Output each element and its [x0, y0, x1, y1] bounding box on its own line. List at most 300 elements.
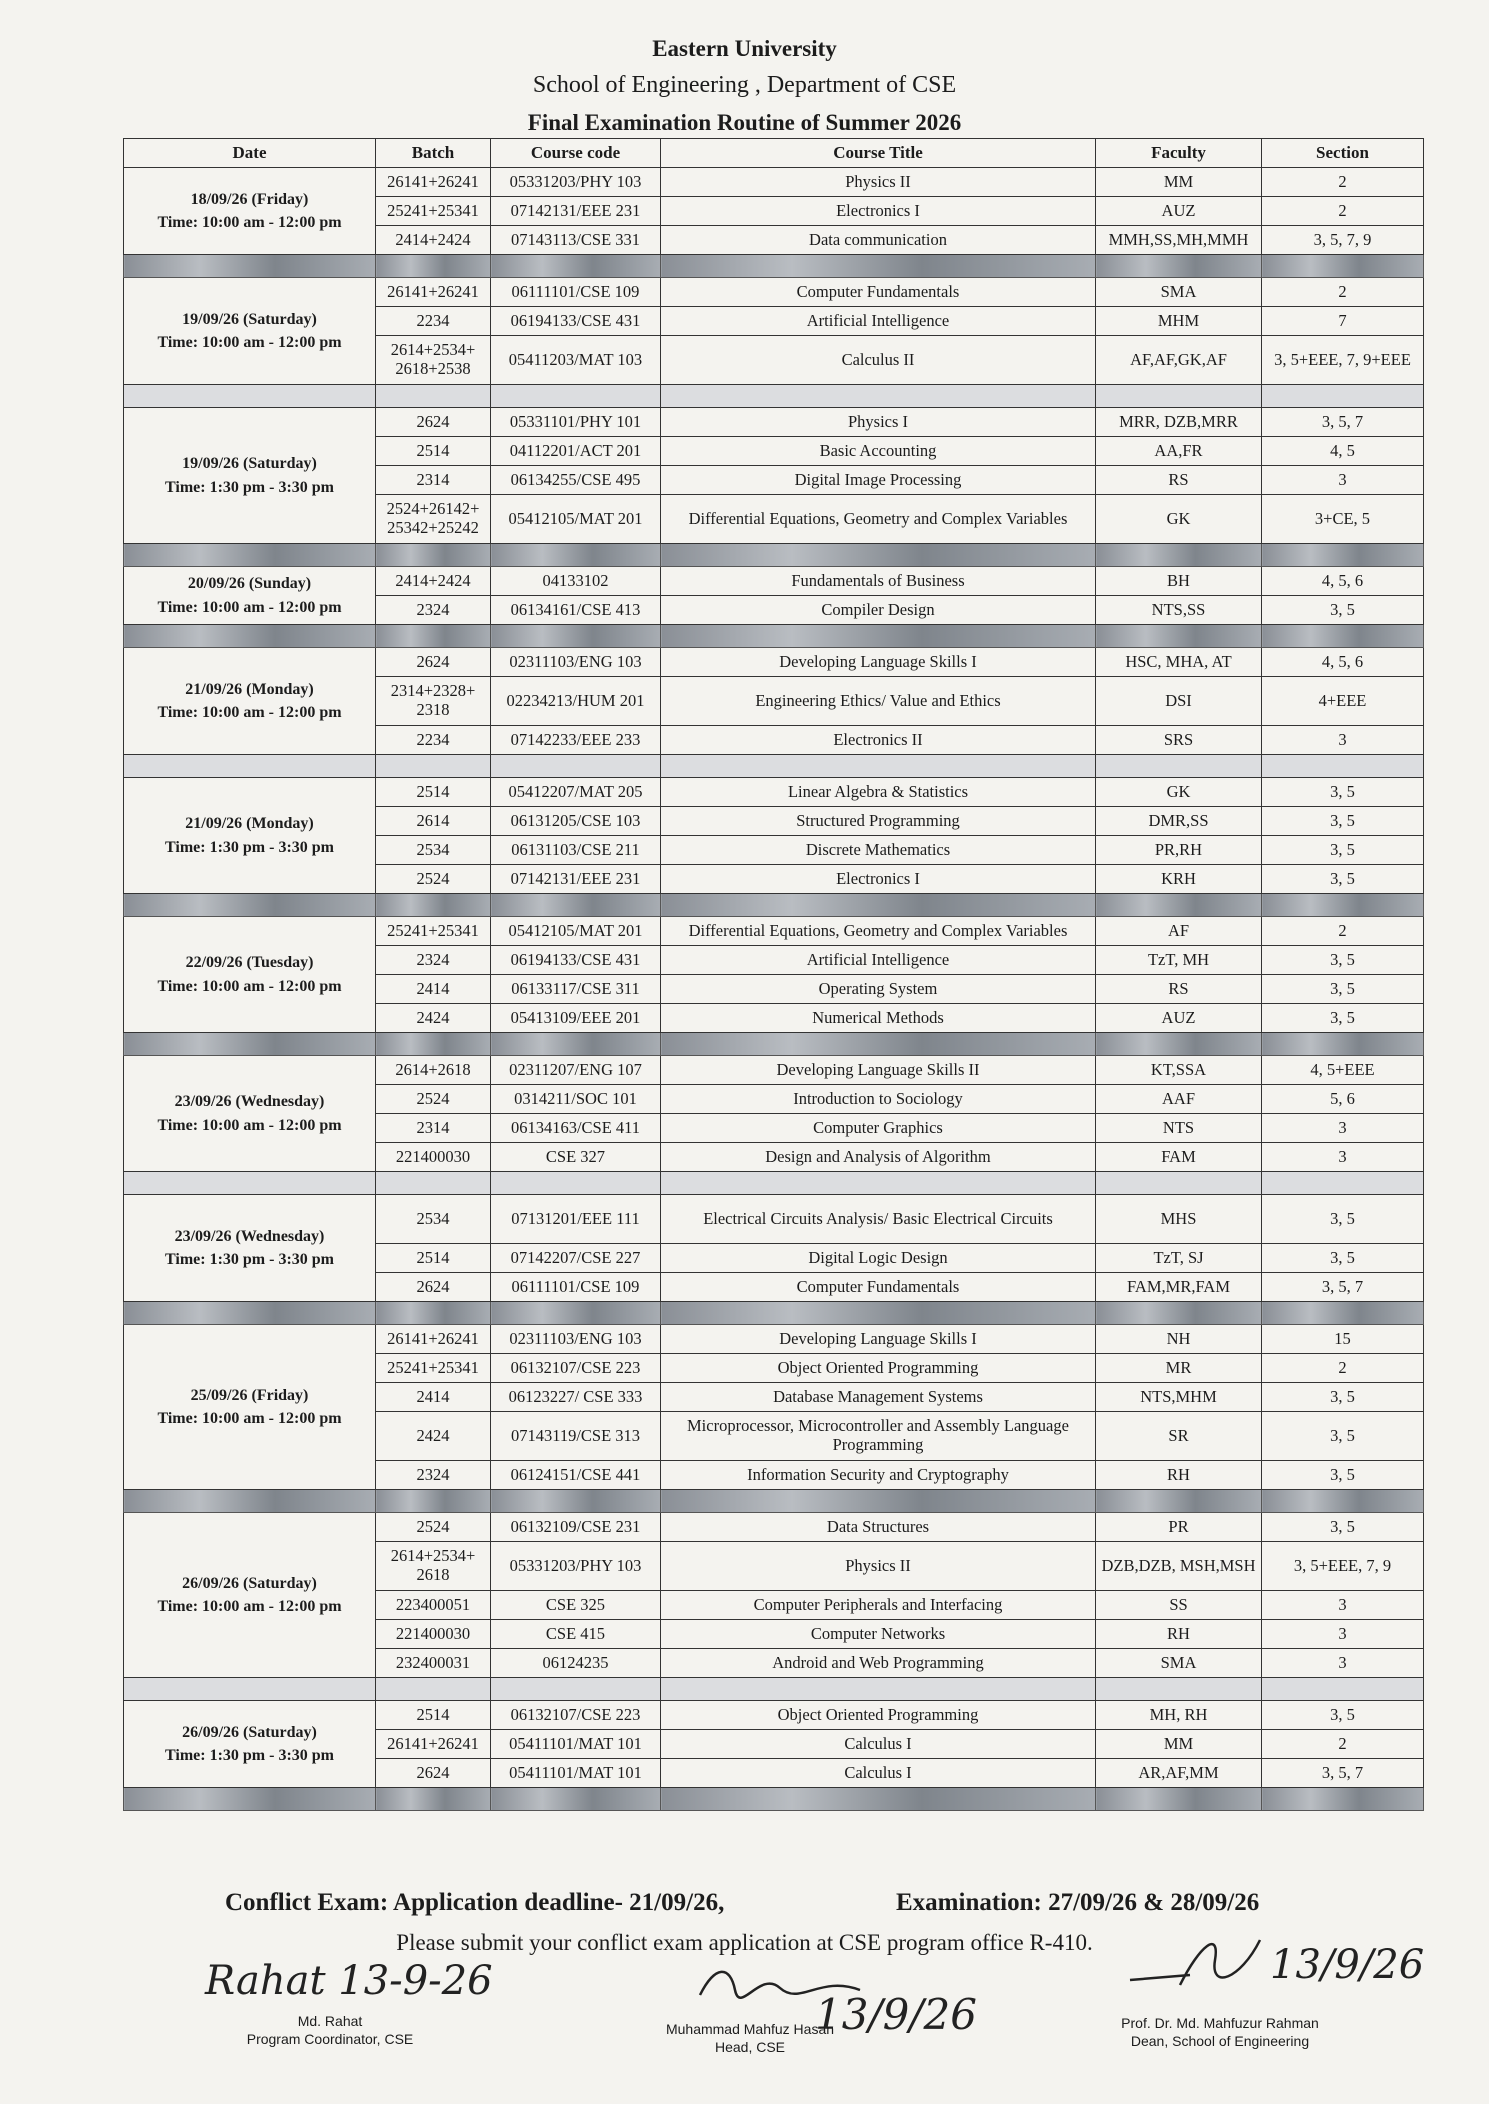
separator-cell [661, 625, 1096, 648]
title-cell: Engineering Ethics/ Value and Ethics [661, 677, 1096, 726]
separator-cell [1262, 1788, 1424, 1811]
batch-cell: 2624 [376, 1273, 491, 1302]
exam-date: 23/09/26 (Wednesday) [174, 1093, 325, 1111]
col-header-batch: Batch [376, 139, 491, 168]
faculty-cell: AUZ [1096, 197, 1262, 226]
exam-date: 20/09/26 (Sunday) [187, 575, 312, 593]
code-cell: 06134161/CSE 413 [491, 596, 661, 625]
separator-cell [124, 1788, 376, 1811]
title-cell: Design and Analysis of Algorithm [661, 1143, 1096, 1172]
separator-cell [124, 385, 376, 408]
code-cell: 02311103/ENG 103 [491, 648, 661, 677]
batch-cell: 2324 [376, 596, 491, 625]
code-cell: 05331203/PHY 103 [491, 1542, 661, 1591]
faculty-cell: RH [1096, 1461, 1262, 1490]
faculty-cell: DZB,DZB, MSH,MSH [1096, 1542, 1262, 1591]
faculty-cell: NTS,SS [1096, 596, 1262, 625]
separator-cell [661, 1302, 1096, 1325]
section-cell: 15 [1262, 1325, 1424, 1354]
separator-cell [1262, 1033, 1424, 1056]
separator-cell [124, 1678, 376, 1701]
faculty-cell: RS [1096, 466, 1262, 495]
col-header-faculty: Faculty [1096, 139, 1262, 168]
batch-cell: 25241+25341 [376, 1354, 491, 1383]
faculty-cell: AF,AF,GK,AF [1096, 336, 1262, 385]
faculty-cell: AAF [1096, 1085, 1262, 1114]
code-cell: 05331203/PHY 103 [491, 168, 661, 197]
table-row [124, 917, 1424, 946]
batch-cell: 2624 [376, 408, 491, 437]
separator-cell [1262, 625, 1424, 648]
code-cell: 02311103/ENG 103 [491, 1325, 661, 1354]
exam-date-cell [124, 1056, 376, 1172]
code-cell: 06131205/CSE 103 [491, 807, 661, 836]
school-department: School of Engineering , Department of CSE [532, 72, 957, 98]
exam-time: Time: 1:30 pm - 3:30 pm [164, 1747, 335, 1764]
batch-cell: 223400051 [376, 1591, 491, 1620]
batch-cell: 2524 [376, 865, 491, 894]
faculty-cell: MHM [1096, 307, 1262, 336]
faculty-cell: NTS [1096, 1114, 1262, 1143]
faculty-cell: TzT, MH [1096, 946, 1262, 975]
exam-date-cell [124, 1195, 376, 1302]
title-cell: Differential Equations, Geometry and Complex Variables [661, 495, 1096, 544]
title-cell: Differential Equations, Geometry and Complex Variables [661, 917, 1096, 946]
title-cell: Computer Graphics [661, 1114, 1096, 1143]
title-cell: Discrete Mathematics [661, 836, 1096, 865]
signature-head-name: Muhammad Mahfuz Hasan [665, 2021, 835, 2037]
code-cell: 07142131/EEE 231 [491, 865, 661, 894]
batch-cell: 26141+26241 [376, 1325, 491, 1354]
table-row [124, 1701, 1424, 1730]
table-row [124, 1325, 1424, 1354]
separator-cell [491, 385, 661, 408]
code-cell: 06134163/CSE 411 [491, 1114, 661, 1143]
group-separator [124, 544, 1424, 567]
code-cell: 05411101/MAT 101 [491, 1730, 661, 1759]
group-separator [124, 385, 1424, 408]
table-row [124, 1056, 1424, 1085]
exam-date-cell [124, 778, 376, 894]
routine-title: Final Examination Routine of Summer 2026 [527, 110, 962, 135]
title-cell: Structured Programming [661, 807, 1096, 836]
faculty-cell: GK [1096, 778, 1262, 807]
exam-date-cell [124, 567, 376, 625]
batch-cell: 221400030 [376, 1143, 491, 1172]
title-cell: Information Security and Cryptography [661, 1461, 1096, 1490]
section-cell: 3, 5, 7 [1262, 1273, 1424, 1302]
code-cell: 06132107/CSE 223 [491, 1354, 661, 1383]
batch-cell: 2234 [376, 726, 491, 755]
section-cell: 2 [1262, 168, 1424, 197]
separator-cell [124, 1033, 376, 1056]
separator-cell [1096, 1033, 1262, 1056]
section-cell: 3 [1262, 1649, 1424, 1678]
separator-cell [491, 1172, 661, 1195]
section-cell: 3, 5+EEE, 7, 9 [1262, 1542, 1424, 1591]
exam-date-cell [124, 1701, 376, 1788]
batch-cell: 2314 [376, 466, 491, 495]
separator-cell [1262, 544, 1424, 567]
separator-cell [491, 1302, 661, 1325]
code-cell: 07143113/CSE 331 [491, 226, 661, 255]
exam-time: Time: 10:00 am - 12:00 pm [157, 214, 342, 231]
separator-cell [1096, 1172, 1262, 1195]
batch-cell: 2234 [376, 307, 491, 336]
title-cell: Calculus I [661, 1759, 1096, 1788]
faculty-cell: HSC, MHA, AT [1096, 648, 1262, 677]
title-cell: Microprocessor, Microcontroller and Assembly Language Programming [661, 1412, 1096, 1461]
code-cell: 06123227/ CSE 333 [491, 1383, 661, 1412]
exam-time: Time: 10:00 am - 12:00 pm [157, 598, 342, 616]
separator-cell [1096, 1490, 1262, 1513]
faculty-cell: AF [1096, 917, 1262, 946]
batch-cell: 2314+2328+ 2318 [376, 677, 491, 726]
title-cell: Physics I [661, 408, 1096, 437]
batch-cell: 2624 [376, 648, 491, 677]
exam-date-cell [124, 1513, 376, 1678]
section-cell: 3, 5 [1262, 1383, 1424, 1412]
separator-cell [661, 255, 1096, 278]
title-cell: Developing Language Skills I [661, 648, 1096, 677]
section-cell: 2 [1262, 1730, 1424, 1759]
code-cell: 07143119/CSE 313 [491, 1412, 661, 1461]
section-cell: 3, 5 [1262, 1004, 1424, 1033]
separator-cell [1096, 1678, 1262, 1701]
separator-cell [661, 1788, 1096, 1811]
separator-cell [491, 1033, 661, 1056]
faculty-cell: MRR, DZB,MRR [1096, 408, 1262, 437]
section-cell: 3 [1262, 466, 1424, 495]
faculty-cell: DSI [1096, 677, 1262, 726]
batch-cell: 232400031 [376, 1649, 491, 1678]
faculty-cell: SRS [1096, 726, 1262, 755]
separator-cell [124, 544, 376, 567]
separator-cell [1262, 1302, 1424, 1325]
exam-date: 21/09/26 (Monday) [185, 680, 314, 698]
table-row [124, 1195, 1424, 1244]
col-header-course-title: Course Title [661, 139, 1096, 168]
title-cell: Object Oriented Programming [661, 1354, 1096, 1383]
exam-date: 19/09/26 (Saturday) [182, 455, 317, 473]
faculty-cell: KT,SSA [1096, 1056, 1262, 1085]
title-cell: Android and Web Programming [661, 1649, 1096, 1678]
faculty-cell: SMA [1096, 1649, 1262, 1678]
group-separator [124, 255, 1424, 278]
batch-cell: 2324 [376, 946, 491, 975]
batch-cell: 2534 [376, 836, 491, 865]
code-cell: 06194133/CSE 431 [491, 307, 661, 336]
section-cell: 3, 5 [1262, 1701, 1424, 1730]
routine-body [124, 168, 1424, 1811]
title-cell: Basic Accounting [661, 437, 1096, 466]
signature-dean-name: Prof. Dr. Md. Mahfuzur Rahman [1121, 2015, 1319, 2031]
section-cell: 2 [1262, 278, 1424, 307]
code-cell: 06111101/CSE 109 [491, 1273, 661, 1302]
batch-cell: 2424 [376, 1004, 491, 1033]
code-cell: 07142131/EEE 231 [491, 197, 661, 226]
section-cell: 3 [1262, 726, 1424, 755]
title-cell: Computer Fundamentals [661, 1273, 1096, 1302]
faculty-cell: SS [1096, 1591, 1262, 1620]
separator-cell [661, 385, 1096, 408]
separator-cell [491, 1788, 661, 1811]
title-cell: Computer Peripherals and Interfacing [661, 1591, 1096, 1620]
separator-cell [376, 755, 491, 778]
exam-time: Time: 1:30 pm - 3:30 pm [164, 478, 335, 496]
separator-cell [1262, 255, 1424, 278]
separator-cell [661, 1033, 1096, 1056]
separator-cell [1262, 894, 1424, 917]
faculty-cell: FAM [1096, 1143, 1262, 1172]
title-cell: Introduction to Sociology [661, 1085, 1096, 1114]
separator-cell [1096, 255, 1262, 278]
section-cell: 3, 5 [1262, 1244, 1424, 1273]
conflict-deadline: Conflict Exam: Application deadline- 21/09/26, [225, 1889, 725, 1916]
batch-cell: 221400030 [376, 1620, 491, 1649]
separator-cell [124, 1302, 376, 1325]
group-separator [124, 1788, 1424, 1811]
title-cell: Database Management Systems [661, 1383, 1096, 1412]
group-separator [124, 894, 1424, 917]
section-cell: 3, 5 [1262, 1195, 1424, 1244]
code-cell: 0314211/SOC 101 [491, 1085, 661, 1114]
separator-cell [1262, 1490, 1424, 1513]
batch-cell: 26141+26241 [376, 168, 491, 197]
batch-cell: 25241+25341 [376, 197, 491, 226]
title-cell: Developing Language Skills II [661, 1056, 1096, 1085]
exam-date-cell [124, 1325, 376, 1490]
code-cell: 05412105/MAT 201 [491, 495, 661, 544]
faculty-cell: PR [1096, 1513, 1262, 1542]
section-cell: 4+EEE [1262, 677, 1424, 726]
separator-cell [1096, 1302, 1262, 1325]
section-cell: 3, 5 [1262, 1412, 1424, 1461]
batch-cell: 26141+26241 [376, 278, 491, 307]
exam-time: Time: 1:30 pm - 3:30 pm [164, 1251, 335, 1268]
table-row [124, 778, 1424, 807]
table-row [124, 278, 1424, 307]
batch-cell: 2414 [376, 975, 491, 1004]
section-cell: 4, 5, 6 [1262, 567, 1424, 596]
group-separator [124, 1172, 1424, 1195]
code-cell: 06194133/CSE 431 [491, 946, 661, 975]
title-cell: Fundamentals of Business [661, 567, 1096, 596]
code-cell: 06133117/CSE 311 [491, 975, 661, 1004]
group-separator [124, 1302, 1424, 1325]
separator-cell [1096, 385, 1262, 408]
separator-cell [376, 1033, 491, 1056]
title-cell: Developing Language Skills I [661, 1325, 1096, 1354]
section-cell: 3, 5 [1262, 975, 1424, 1004]
section-cell: 3 [1262, 1114, 1424, 1143]
exam-routine-table [123, 138, 1424, 1811]
batch-cell: 2524+26142+ 25342+25242 [376, 495, 491, 544]
title-cell: Calculus I [661, 1730, 1096, 1759]
title-cell: Object Oriented Programming [661, 1701, 1096, 1730]
batch-cell: 26141+26241 [376, 1730, 491, 1759]
exam-time: Time: 10:00 am - 12:00 pm [157, 977, 342, 995]
title-cell: Linear Algebra & Statistics [661, 778, 1096, 807]
faculty-cell: MH, RH [1096, 1701, 1262, 1730]
separator-cell [1262, 755, 1424, 778]
table-row [124, 648, 1424, 677]
code-cell: 06111101/CSE 109 [491, 278, 661, 307]
faculty-cell: TzT, SJ [1096, 1244, 1262, 1273]
title-cell: Data Structures [661, 1513, 1096, 1542]
batch-cell: 2414+2424 [376, 567, 491, 596]
separator-cell [1262, 385, 1424, 408]
section-cell: 3, 5 [1262, 807, 1424, 836]
title-cell: Calculus II [661, 336, 1096, 385]
code-cell: 07142233/EEE 233 [491, 726, 661, 755]
section-cell: 3, 5 [1262, 1461, 1424, 1490]
title-cell: Physics II [661, 168, 1096, 197]
separator-cell [376, 1490, 491, 1513]
group-separator [124, 755, 1424, 778]
batch-cell: 2614+2618 [376, 1056, 491, 1085]
group-separator [124, 1678, 1424, 1701]
title-cell: Data communication [661, 226, 1096, 255]
code-cell: 02234213/HUM 201 [491, 677, 661, 726]
signature-head-scribble [690, 1960, 870, 2010]
code-cell: 02311207/ENG 107 [491, 1056, 661, 1085]
code-cell: 06131103/CSE 211 [491, 836, 661, 865]
exam-date: 26/09/26 (Saturday) [182, 1574, 317, 1592]
section-cell: 3, 5 [1262, 836, 1424, 865]
code-cell: 04112201/ACT 201 [491, 437, 661, 466]
signature-dean-scribble [1120, 1925, 1270, 1995]
code-cell: 04133102 [491, 567, 661, 596]
separator-cell [1096, 1788, 1262, 1811]
code-cell: 05412207/MAT 205 [491, 778, 661, 807]
batch-cell: 2524 [376, 1513, 491, 1542]
separator-cell [661, 1172, 1096, 1195]
code-cell: 06132107/CSE 223 [491, 1701, 661, 1730]
signature-coordinator [200, 2012, 460, 2048]
batch-cell: 2414+2424 [376, 226, 491, 255]
section-cell: 3 [1262, 1143, 1424, 1172]
table-row [124, 168, 1424, 197]
title-cell: Compiler Design [661, 596, 1096, 625]
separator-cell [661, 755, 1096, 778]
separator-cell [491, 625, 661, 648]
title-cell: Physics II [661, 1542, 1096, 1591]
faculty-cell: AR,AF,MM [1096, 1759, 1262, 1788]
code-cell: 06124235 [491, 1649, 661, 1678]
exam-time: Time: 10:00 am - 12:00 pm [157, 1598, 342, 1615]
separator-cell [124, 894, 376, 917]
signature-coordinator-role: Program Coordinator, CSE [246, 2031, 414, 2048]
group-separator [124, 1033, 1424, 1056]
batch-cell: 2614+2534+ 2618 [376, 1542, 491, 1591]
col-header-section: Section [1262, 139, 1424, 168]
faculty-cell: NTS,MHM [1096, 1383, 1262, 1412]
code-cell: 07142207/CSE 227 [491, 1244, 661, 1273]
section-cell: 3, 5 [1262, 946, 1424, 975]
separator-cell [661, 544, 1096, 567]
faculty-cell: BH [1096, 567, 1262, 596]
signature-head-handwritten: 13/9/26 [815, 1990, 977, 2039]
title-cell: Artificial Intelligence [661, 946, 1096, 975]
section-cell: 2 [1262, 917, 1424, 946]
code-cell: 06132109/CSE 231 [491, 1513, 661, 1542]
section-cell: 3 [1262, 1620, 1424, 1649]
batch-cell: 2624 [376, 1759, 491, 1788]
code-cell: 06124151/CSE 441 [491, 1461, 661, 1490]
table-row [124, 567, 1424, 596]
signature-dean-handwritten: 13/9/26 [1270, 1942, 1425, 1988]
faculty-cell: RH [1096, 1620, 1262, 1649]
group-separator [124, 1490, 1424, 1513]
code-cell: 05411203/MAT 103 [491, 336, 661, 385]
separator-cell [491, 894, 661, 917]
code-cell: CSE 325 [491, 1591, 661, 1620]
batch-cell: 2324 [376, 1461, 491, 1490]
exam-time: Time: 10:00 am - 12:00 pm [157, 1410, 342, 1427]
signature-coordinator-name: Md. Rahat [297, 2013, 363, 2029]
separator-cell [661, 1678, 1096, 1701]
batch-cell: 2514 [376, 778, 491, 807]
title-cell: Electronics II [661, 726, 1096, 755]
title-cell: Electronics I [661, 865, 1096, 894]
code-cell: CSE 327 [491, 1143, 661, 1172]
section-cell: 7 [1262, 307, 1424, 336]
faculty-cell: GK [1096, 495, 1262, 544]
exam-time: Time: 10:00 am - 12:00 pm [157, 1116, 342, 1134]
signature-dean [1060, 2014, 1380, 2050]
separator-cell [1096, 755, 1262, 778]
separator-cell [376, 1678, 491, 1701]
batch-cell: 2614+2534+ 2618+2538 [376, 336, 491, 385]
col-header-date: Date [124, 139, 376, 168]
title-cell: Computer Networks [661, 1620, 1096, 1649]
section-cell: 3, 5, 7, 9 [1262, 226, 1424, 255]
section-cell: 3+CE, 5 [1262, 495, 1424, 544]
exam-date-cell [124, 408, 376, 544]
separator-cell [491, 755, 661, 778]
table-row [124, 1513, 1424, 1542]
table-row [124, 408, 1424, 437]
batch-cell: 2424 [376, 1412, 491, 1461]
separator-cell [491, 1490, 661, 1513]
batch-cell: 25241+25341 [376, 917, 491, 946]
section-cell: 3, 5+EEE, 7, 9+EEE [1262, 336, 1424, 385]
faculty-cell: MHS [1096, 1195, 1262, 1244]
code-cell: 05412105/MAT 201 [491, 917, 661, 946]
separator-cell [661, 894, 1096, 917]
title-cell: Digital Logic Design [661, 1244, 1096, 1273]
title-cell: Numerical Methods [661, 1004, 1096, 1033]
university-name: Eastern University [652, 36, 837, 61]
separator-cell [376, 894, 491, 917]
section-cell: 5, 6 [1262, 1085, 1424, 1114]
exam-date: 19/09/26 (Saturday) [182, 310, 317, 328]
code-cell: 05411101/MAT 101 [491, 1759, 661, 1788]
exam-date: 25/09/26 (Friday) [190, 1386, 309, 1404]
separator-cell [124, 1490, 376, 1513]
batch-cell: 2514 [376, 1701, 491, 1730]
table-header-row [124, 139, 1424, 168]
code-cell: 05331101/PHY 101 [491, 408, 661, 437]
title-cell: Electrical Circuits Analysis/ Basic Electrical Circuits [661, 1195, 1096, 1244]
separator-cell [1096, 894, 1262, 917]
section-cell: 3 [1262, 1591, 1424, 1620]
section-cell: 3, 5 [1262, 778, 1424, 807]
exam-date-cell [124, 168, 376, 255]
batch-cell: 2524 [376, 1085, 491, 1114]
signature-coordinator-handwritten: Rahat 13-9-26 [205, 1958, 493, 2004]
